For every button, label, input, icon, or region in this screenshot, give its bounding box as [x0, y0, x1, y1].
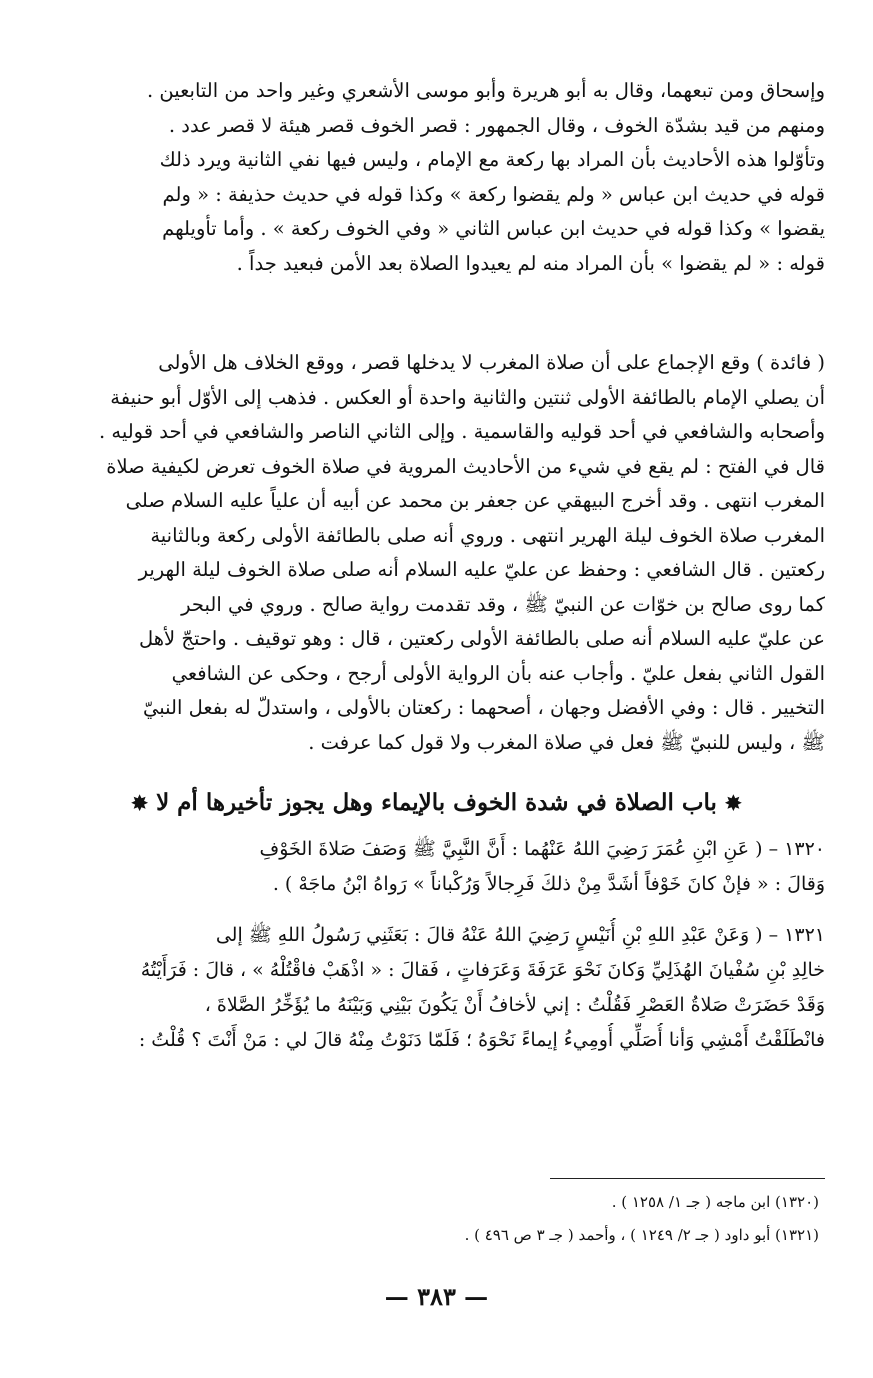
text-line: يقضوا » وكذا قوله في حديث ابن عباس الثاني « وفي الخوف ركعة » . وأما تأويلهم — [162, 217, 825, 240]
footnotes — [464, 1186, 819, 1252]
hadith-1321 — [48, 918, 825, 1058]
hadith-line: فانْطَلَقْتُ أَمْشِي وَأنا أُصَلِّي أُومِيءُ إيماءً نَحْوَهُ ؛ فَلَمّا دَنَوْتُ مِنْهُ قالَ لي : مَنْ أَنْتَ ؟ قُلْتُ : — [138, 1029, 825, 1051]
chapter-title: باب الصلاة في شدة الخوف بالإيماء وهل يجوز تأخيرها أم لا — [156, 789, 717, 816]
text-line: عن عليّ عليه السلام أنه صلى بالطائفة الأولى ركعتين ، قال : وهو توقيف . واحتجّ لأهل — [138, 627, 825, 650]
hadith-line: ١٣٢٠ – ( عَنِ ابْنِ عُمَرَ رَضِيَ اللهُ عَنْهُما : أَنَّ النَّبِيَّ ﷺ وَصَفَ صَلاةَ الخَوْفِ — [259, 838, 825, 860]
text-line: قوله في حديث ابن عباس « ولم يقضوا ركعة » وكذا قوله في حديث حذيفة : « ولم — [162, 182, 825, 206]
chapter-heading — [48, 778, 825, 828]
hadith-line: وَقالَ : « فإنْ كانَ خَوْفاً أشَدَّ مِنْ ذلكَ فَرِجالاً وَرُكْباناً » رَواهُ ابْنُ ماجَهْ ) . — [272, 873, 825, 895]
hadith-line: وَقَدْ حَضَرَتْ صَلاةُ العَصْرِ فَقُلْتُ : إني لأخافُ أَنْ يَكُونَ بَيْنِي وَبَيْنَهُ ما يُؤَخِّرُ الصَّلاةَ ، — [204, 994, 825, 1016]
text-line: المغرب انتهى . وقد أخرج البيهقي عن جعفر بن محمد عن أبيه أن علياً عليه السلام صلى — [125, 489, 825, 512]
text-line: وتأوّلوا هذه الأحاديث بأن المراد بها ركعة مع الإمام ، وليس فيها نفي الثانية ويرد ذلك — [159, 148, 825, 171]
text-line: ( فائدة ) وقع الإجماع على أن صلاة المغرب لا يدخلها قصر ، ووقع الخلاف هل الأولى — [158, 351, 825, 374]
hadith-line: ١٣٢١ – ( وَعَنْ عَبْدِ اللهِ بْنِ أُنَيْسٍ رَضِيَ اللهُ عَنْهُ قالَ : بَعَثَنِي رَسُولُ اللهِ ﷺ إلى — [215, 924, 825, 946]
paragraph-commentary-2 — [48, 346, 825, 762]
text-line: وإسحاق ومن تبعهما، وقال به أبو هريرة وأبو موسى الأشعري وغير واحد من التابعين . — [147, 79, 825, 102]
hadith-line: خالِدِ بْنِ سُفْيانَ الهُذَلِيِّ وَكانَ نَحْوَ عَرَفَةَ وَعَرَفاتٍ ، فَقالَ : « اذْهَبْ فاقْتُلْهُ » ، قالَ : فَرَأَيْتُهُ — [140, 959, 825, 981]
text-line: ركعتين . قال الشافعي : وحفظ عن عليّ عليه السلام أنه صلى صلاة الخوف ليلة الهرير — [138, 558, 825, 581]
footnote-divider — [550, 1178, 825, 1179]
footnote: (١٣٢١) أبو داود ( جـ ٢/ ١٢٤٩ ) ، وأحمد ( جـ ٣ ص ٤٩٦ ) . — [464, 1226, 819, 1244]
text-line: القول الثاني بفعل عليّ . وأجاب عنه بأن الرواية الأولى أرجح ، وحكى عن الشافعي — [171, 661, 825, 685]
text-line: أن يصلي الإمام بالطائفة الأولى ثنتين والثانية واحدة أو العكس . فذهب إلى الأوّل أبو حنيفة — [110, 385, 825, 409]
text-line: ﷺ ، وليس للنبيّ ﷺ فعل في صلاة المغرب ولا قول كما عرفت . — [308, 730, 825, 754]
ornament-star-icon: ✸ — [724, 791, 742, 815]
footnote: (١٣٢٠) ابن ماجه ( جـ ١/ ١٢٥٨ ) . — [611, 1193, 819, 1211]
hadith-1320 — [48, 832, 825, 902]
text-line: ومنهم من قيد بشدّة الخوف ، وقال الجمهور : قصر الخوف قصر هيئة لا قصر عدد . — [168, 113, 825, 137]
text-line: كما روى صالح بن خوّات عن النبيّ ﷺ ، وقد تقدمت رواية صالح . وروي في البحر — [181, 592, 825, 616]
ornament-star-icon: ✸ — [131, 791, 149, 815]
paragraph-commentary-1 — [48, 74, 825, 326]
text-line: المغرب صلاة الخوف ليلة الهرير انتهى . وروي أنه صلى بالطائفة الأولى ركعة وبالثانية — [150, 523, 825, 547]
page-number: — ٣٨٣ — — [384, 1282, 489, 1311]
text-line: قال في الفتح : لم يقع في شيء من الأحاديث المروية في صلاة الخوف تعرض لكيفية صلاة — [106, 454, 825, 478]
text-line: وأصحابه والشافعي في أحد قوليه والقاسمية . وإلى الثاني الناصر والشافعي في أحد قوليه . — [98, 420, 825, 443]
text-line: التخيير . قال : وفي الأفضل وجهان ، أصحهما : ركعتان بالأولى ، واستدلّ له بفعل النبيّ — [143, 696, 825, 719]
text-line: قوله : « لم يقضوا » بأن المراد منه لم يعيدوا الصلاة بعد الأمن فبعيد جداً . — [236, 251, 825, 275]
